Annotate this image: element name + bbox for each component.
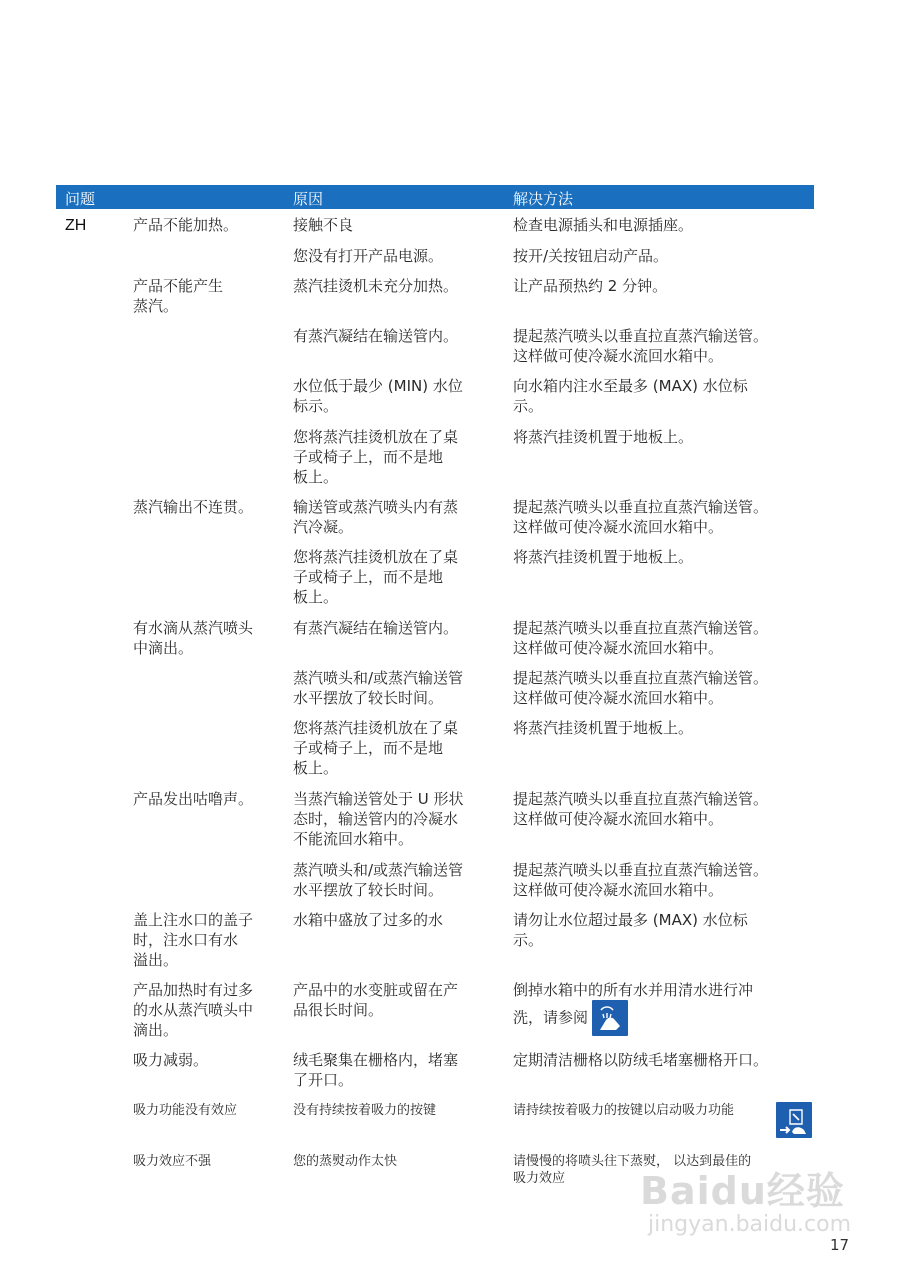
problem-cell: 产品加热时有过多 的水从蒸汽喷头中 滴出。 xyxy=(133,981,254,1039)
watermark-url: jingyan.baidu.com xyxy=(648,1212,852,1237)
cause-cell: 产品中的水变脏或留在产 品很长时间。 xyxy=(293,981,459,1019)
header-problem: 问题 xyxy=(65,190,96,208)
watermark-logo: Baidu经验 xyxy=(640,1169,845,1213)
solution-cell: 检查电源插头和电源插座。 xyxy=(513,216,694,234)
solution-cell: 将蒸汽挂烫机置于地板上。 xyxy=(513,719,694,737)
problem-cell: 盖上注水口的盖子 时，注水口有水 溢出。 xyxy=(133,911,254,969)
solution-cell: 请勿让水位超过最多 (MAX) 水位标 示。 xyxy=(513,911,748,949)
solution-cell: 提起蒸汽喷头以垂直拉直蒸汽输送管。 这样做可使冷凝水流回水箱中。 xyxy=(513,498,769,536)
problem-cell: 吸力效应不强 xyxy=(133,1154,212,1169)
cause-cell: 没有持续按着吸力的按键 xyxy=(293,1103,437,1118)
cause-cell: 当蒸汽输送管处于 U 形状 态时，输送管内的冷凝水 不能流回水箱中。 xyxy=(293,790,464,848)
header-cause: 原因 xyxy=(293,190,324,208)
solution-cell: 定期清洁栅格以防绒毛堵塞栅格开口。 xyxy=(513,1051,769,1069)
solution-cell: 请慢慢的将喷头往下蒸熨， 以达到最佳的 吸力效应 xyxy=(513,1154,752,1186)
language-code: ZH xyxy=(65,217,87,234)
solution-cell: 按开/关按钮启动产品。 xyxy=(513,247,669,265)
cause-cell: 水箱中盛放了过多的水 xyxy=(293,911,444,929)
problem-cell: 蒸汽输出不连贯。 xyxy=(133,498,254,516)
cause-cell: 水位低于最少 (MIN) 水位 标示。 xyxy=(293,377,463,415)
cause-cell: 您将蒸汽挂烫机放在了桌 子或椅子上，而不是地 板上。 xyxy=(293,428,459,486)
problem-cell: 产品不能产生 蒸汽。 xyxy=(133,277,224,315)
cause-cell: 您将蒸汽挂烫机放在了桌 子或椅子上，而不是地 板上。 xyxy=(293,719,459,777)
cause-cell: 蒸汽喷头和/或蒸汽输送管 水平摆放了较长时间。 xyxy=(293,861,464,899)
cause-cell: 您将蒸汽挂烫机放在了桌 子或椅子上，而不是地 板上。 xyxy=(293,548,459,606)
cause-cell: 您没有打开产品电源。 xyxy=(293,247,444,265)
solution-cell: 让产品预热约 2 分钟。 xyxy=(513,277,668,295)
rinse-hand-icon xyxy=(592,1000,628,1036)
solution-text: 倒掉水箱中的所有水并用清水进行冲 洗，请参阅 xyxy=(513,981,754,1027)
cause-cell: 蒸汽喷头和/或蒸汽输送管 水平摆放了较长时间。 xyxy=(293,669,464,707)
solution-cell: 提起蒸汽喷头以垂直拉直蒸汽输送管。 这样做可使冷凝水流回水箱中。 xyxy=(513,327,769,365)
cause-cell: 有蒸汽凝结在输送管内。 xyxy=(293,327,459,345)
suction-button-icon xyxy=(776,1102,812,1138)
problem-cell: 有水滴从蒸汽喷头 中滴出。 xyxy=(133,619,254,657)
cause-cell: 接触不良 xyxy=(293,216,354,234)
header-solution: 解决方法 xyxy=(513,190,574,208)
solution-text: 请持续按着吸力的按键以启动吸力功能 xyxy=(513,1103,735,1118)
cause-cell: 您的蒸熨动作太快 xyxy=(293,1154,398,1169)
cause-cell: 绒毛聚集在栅格内，堵塞 了开口。 xyxy=(293,1051,459,1089)
problem-cell: 吸力功能没有效应 xyxy=(133,1103,238,1118)
solution-cell xyxy=(513,980,813,1036)
solution-cell: 向水箱内注水至最多 (MAX) 水位标 示。 xyxy=(513,377,748,415)
solution-cell: 提起蒸汽喷头以垂直拉直蒸汽输送管。 这样做可使冷凝水流回水箱中。 xyxy=(513,669,769,707)
page-number: 17 xyxy=(830,1236,850,1254)
problem-cell: 产品不能加热。 xyxy=(133,216,239,234)
table-header xyxy=(56,185,814,209)
solution-cell: 提起蒸汽喷头以垂直拉直蒸汽输送管。 这样做可使冷凝水流回水箱中。 xyxy=(513,790,769,828)
solution-cell: 提起蒸汽喷头以垂直拉直蒸汽输送管。 这样做可使冷凝水流回水箱中。 xyxy=(513,861,769,899)
solution-cell: 将蒸汽挂烫机置于地板上。 xyxy=(513,548,694,566)
solution-cell: 提起蒸汽喷头以垂直拉直蒸汽输送管。 这样做可使冷凝水流回水箱中。 xyxy=(513,619,769,657)
cause-cell: 蒸汽挂烫机未充分加热。 xyxy=(293,277,459,295)
cause-cell: 有蒸汽凝结在输送管内。 xyxy=(293,619,459,637)
solution-cell: 将蒸汽挂烫机置于地板上。 xyxy=(513,428,694,446)
problem-cell: 产品发出咕噜声。 xyxy=(133,790,254,808)
cause-cell: 输送管或蒸汽喷头内有蒸 汽冷凝。 xyxy=(293,498,459,536)
problem-cell: 吸力减弱。 xyxy=(133,1051,209,1069)
